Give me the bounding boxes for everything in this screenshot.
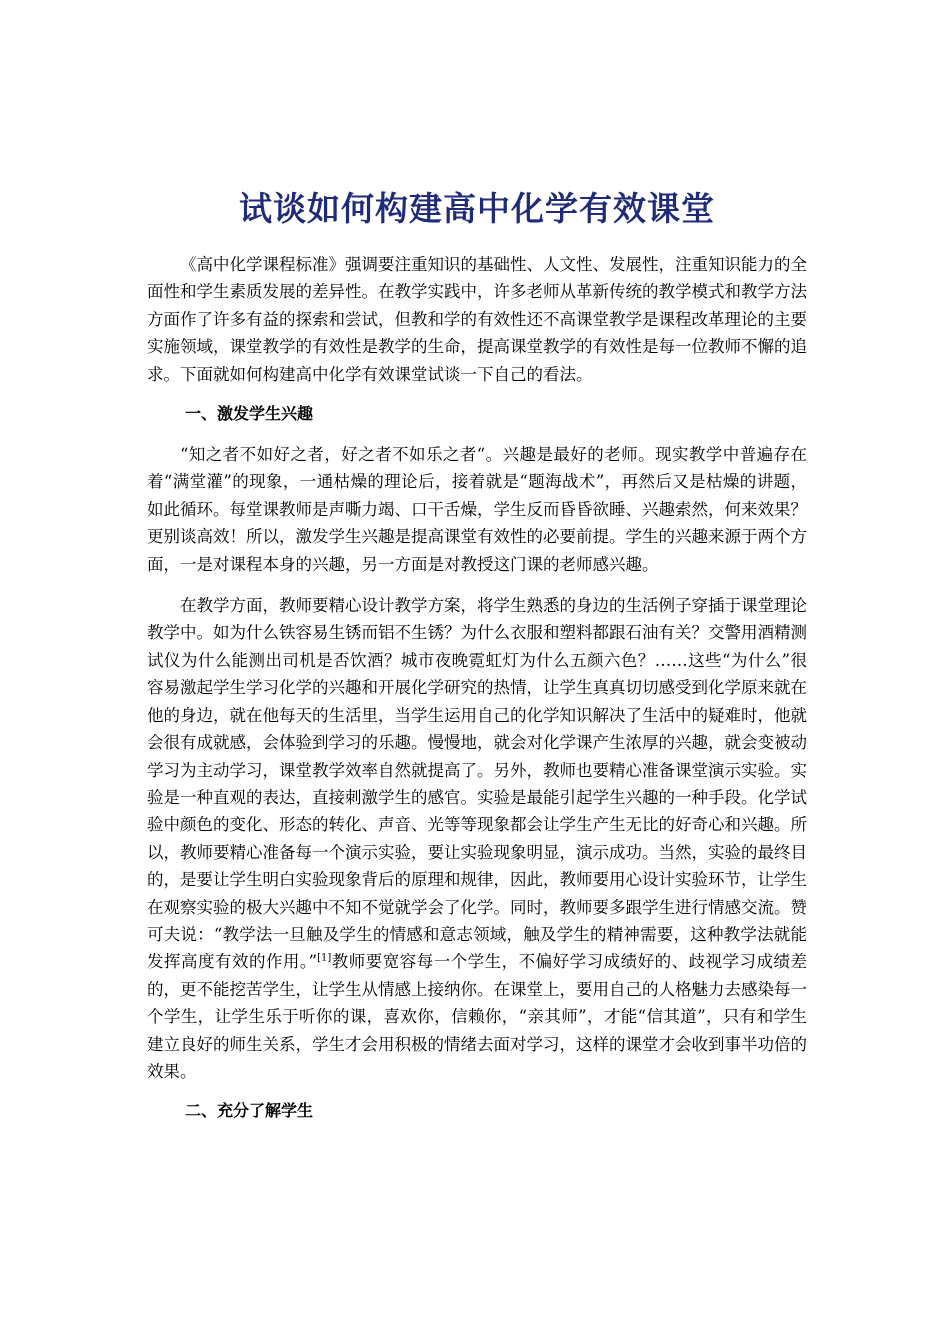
intro-paragraph: 《高中化学课程标准》强调要注重知识的基础性、人文性、发展性，注重知识能力的全面性和学生素质发展的差异性。在教学实践中，许多老师从革新传统的教学模式和教学方法方面作了许多有益的探索和尝试，但教和学的有效性还不高课堂教学是课程改革理论的主要实施领域，课堂教学的有效性是教学的生命，提高课堂教学的有效性是每一位教师不懈的追求。下面就如何构建高中化学有效课堂试谈一下自己的看法。 (147, 255, 807, 384)
paragraph-gap (147, 578, 807, 592)
section1-paragraph-1: “知之者不如好之者，好之者不如乐之者“。兴趣是最好的老师。现实教学中普遍存在着“满堂灌”的现象，一通枯燥的理论后，接着就是“题海战术”，再然后又是枯燥的讲题，如此循环。每堂课教师是声嘶力竭、口干舌燥，学生反而昏昏欲睡、兴趣索然，何来效果？更别谈高效！所以，激发学生兴趣是提高课堂有效性的必要前提。学生的兴趣来源于两个方面，一是对课程本身的兴趣，另一方面是对教授这门课的老师感兴趣。 (147, 445, 807, 574)
paragraph-text-part2: 教师要宽容每一个学生，不偏好学习成绩好的、歧视学习成绩差的，更不能挖苦学生，让学生从情感上接纳你。在课堂上，要用自己的人格魅力去感染每一个学生，让学生乐于听你的课，喜欢你，信赖你，“亲其师”，才能“信其道”，只有和学生建立良好的师生关系，学生才会用积极的情绪去面对学习，这样的课堂才会收到事半功倍的效果。 (147, 952, 808, 1081)
document-page (147, 185, 807, 1138)
section-heading-2: 二、充分了解学生 (185, 1101, 314, 1121)
section1-paragraph-2 (147, 592, 807, 1085)
section-heading-1: 一、激发学生兴趣 (185, 404, 314, 424)
paragraph-text-part1: 在教学方面，教师要精心设计教学方案，将学生熟悉的身边的生活例子穿插于课堂理论教学中。如为什么铁容易生锈而铝不生锈？为什么衣服和塑料都跟石油有关？交警用酒精测试仪为什么能测出司机是否饮酒？城市夜晚霓虹灯为什么五颜六色？……这些“为什么”很容易激起学生学习化学的兴趣和开展化学研究的热情，让学生真真切切感受到化学原来就在他的身边，就在他每天的生活里，当学生运用自己的化学知识解决了生活中的疑难时，他就会很有成就感，会体验到学习的乐趣。慢慢地，就会对化学课产生浓厚的兴趣，就会变被动学习为主动学习，课堂教学效率自然就提高了。另外，教师也要精心准备课堂演示实验。实验是一种直观的表达，直接刺激学生的感官。实验是最能引起学生兴趣的一种手段。化学试验中颜色的变化、形态的转化、声音、光等等现象都会让学生产生无比的好奇心和兴趣。所以，教师要精心准备每一个演示实验，要让实验现象明显，演示成功。当然，实验的最终目的，是要让学生明白实验现象背后的原理和规律，因此，教师要用心设计实验环节，让学生在观察实验的极大兴趣中不知不觉就学会了化学。同时，教师要多跟学生进行情感交流。赞可夫说：“教学法一旦触及学生的情感和意志领域，触及学生的精神需要，这种教学法就能发挥高度有效的作用。” (147, 596, 807, 972)
document-title: 试谈如何构建高中化学有效课堂 (239, 189, 715, 228)
citation-reference[interactable]: [1] (317, 952, 332, 964)
